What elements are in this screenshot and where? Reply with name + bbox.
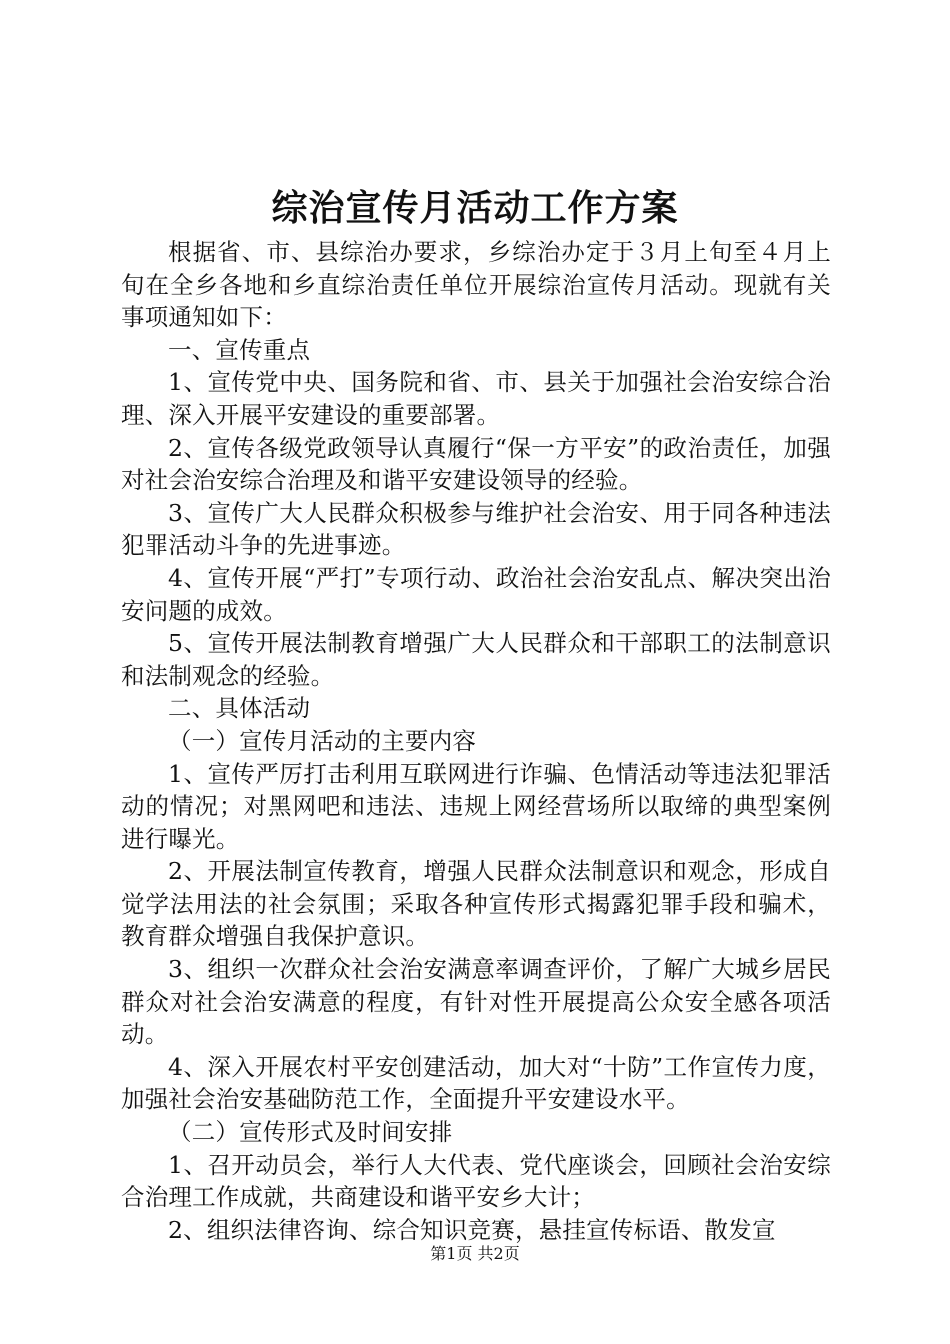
content-item-4: 4、深入开展农村平安创建活动，加大对“十防”工作宣传力度，加强社会治安基础防范工作，全面提升平安建设水平。 xyxy=(121,1052,831,1114)
section-heading-1: 一、宣传重点 xyxy=(168,335,311,364)
paragraph-point-2: 2、宣传各级党政领导认真履行“保一方平安”的政治责任，加强对社会治安综合治理及和谐平安建设领导的经验。 xyxy=(121,433,831,495)
schedule-item-1: 1、召开动员会，举行人大代表、党代座谈会，回顾社会治安综合治理工作成就，共商建设和谐平安乡大计； xyxy=(121,1150,831,1212)
paragraph-point-5: 5、宣传开展法制教育增强广大人民群众和干部职工的法制意识和法制观念的经验。 xyxy=(121,629,831,690)
subsection-heading-1: （一）宣传月活动的主要内容 xyxy=(168,726,477,755)
content-item-1: 1、宣传严厉打击利用互联网进行诈骗、色情活动等违法犯罪活动的情况；对黑网吧和违法、违规上网经营场所以取缔的典型案例进行曝光。 xyxy=(121,759,831,853)
content-item-2: 2、开展法制宣传教育，增强人民群众法制意识和观念，形成自觉学法用法的社会氛围；采取各种宣传形式揭露犯罪手段和骗术，教育群众增强自我保护意识。 xyxy=(121,857,831,951)
paragraph-point-1: 1、宣传党中央、国务院和省、市、县关于加强社会治安综合治理、深入开展平安建设的重要部署。 xyxy=(121,368,831,429)
paragraph-point-4: 4、宣传开展“严打”专项行动、政治社会治安乱点、解决突出治安问题的成效。 xyxy=(121,563,831,625)
intro-paragraph: 根据省、市、县综治办要求，乡综治办定于３月上旬至４月上旬在全乡各地和乡直综治责任单位开展综治宣传月活动。现就有关事项通知如下： xyxy=(121,238,831,332)
document-title: 综治宣传月活动工作方案 xyxy=(271,187,679,229)
subsection-heading-2: （二）宣传形式及时间安排 xyxy=(168,1118,453,1147)
section-heading-2: 二、具体活动 xyxy=(168,694,311,723)
schedule-item-2: 2、组织法律咨询、综合知识竞赛，悬挂宣传标语、散发宣 xyxy=(168,1215,776,1244)
paragraph-point-3: 3、宣传广大人民群众积极参与维护社会治安、用于同各种违法犯罪活动斗争的先进事迹。 xyxy=(121,498,831,560)
page-footer: 第1页 共2页 xyxy=(430,1244,520,1263)
content-item-3: 3、组织一次群众社会治安满意率调查评价，了解广大城乡居民群众对社会治安满意的程度，有针对性开展提高公众安全感各项活动。 xyxy=(121,955,831,1049)
document-body xyxy=(121,236,831,1246)
